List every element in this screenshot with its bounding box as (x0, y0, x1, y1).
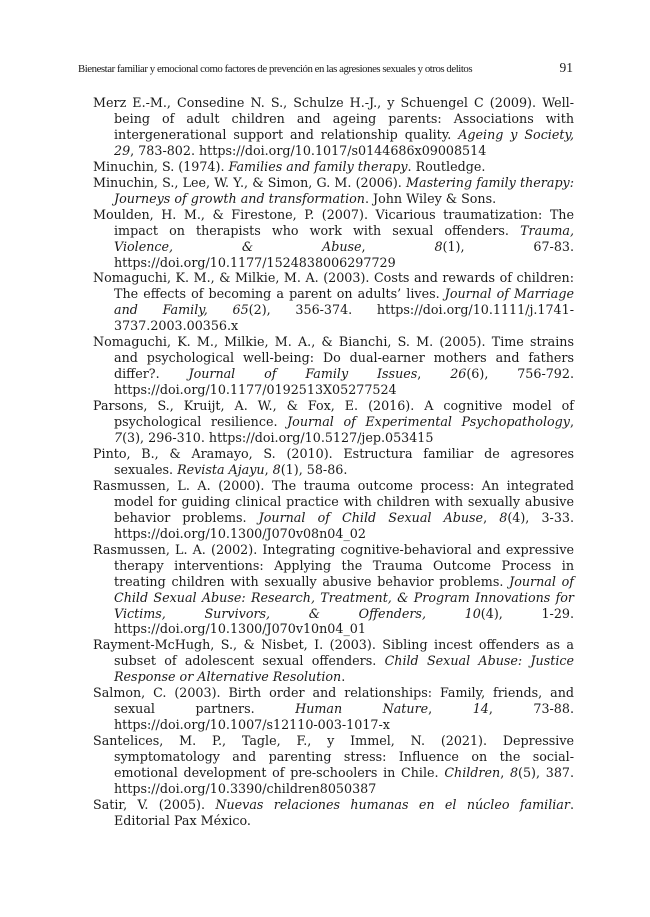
reference-italic-text: Journal of Child Sexual Abuse: Research, Treatment, & Program Innovations for Victims, Survivors, & Offenders, 10 (114, 573, 575, 621)
reference-entry (93, 95, 574, 159)
reference-entry (93, 175, 574, 207)
reference-italic-text: 26 (450, 366, 467, 382)
reference-text: . (341, 669, 346, 685)
reference-italic-text: 14 (472, 701, 489, 717)
reference-text: (1), 58-86. (280, 461, 348, 477)
reference-entry (93, 207, 574, 271)
reference-text: Nomaguchi, K. M., Milkie, M. A., & Bianchi, S. M. (2005). Time strains and psychological well-being: Do dual-earner mothers and fathers differ?. (93, 334, 574, 382)
reference-text: Pinto, B., & Aramayo, S. (2010). Estructura familiar de agresores sexuales. (93, 445, 574, 477)
reference-text: Merz E.-M., Consedine N. S., Schulze H.-J., y Schuengel C (2009). Well-being of adult children and ageing parents: Associations with intergenerational support and relationship quality. (93, 95, 574, 142)
reference-text: , (428, 701, 473, 717)
reference-text: , (361, 238, 435, 254)
reference-text: Nomaguchi, K. M., & Milkie, M. A. (2003). Costs and rewards of children: The effects of becoming a parent on adults’ lives. (93, 270, 574, 302)
reference-text: (1), 67-83. https://doi.org/10.1177/1524838006297729 (114, 238, 574, 270)
reference-italic-text: Trauma, Violence, & Abuse (114, 222, 574, 254)
reference-text: (3), 296-310. https://doi.org/10.5127/jep.053415 (122, 430, 434, 446)
reference-italic-text: Mastering family therapy: Journeys of growth and transformation (114, 174, 575, 206)
reference-text: (4), 3-33. https://doi.org/10.1300/J070v08n04_02 (114, 509, 574, 541)
reference-italic-text: Human Nature (295, 701, 429, 717)
reference-italic-text: 8 (499, 509, 508, 525)
reference-list (93, 95, 574, 829)
reference-entry (93, 478, 574, 542)
reference-italic-text: 8 (434, 238, 443, 254)
reference-text: , (569, 414, 574, 430)
reference-italic-text: Children (444, 765, 501, 781)
reference-italic-text: Ageing y Society, 29 (114, 126, 574, 158)
reference-entry (93, 270, 574, 334)
reference-italic-text: Nuevas relaciones humanas en el núcleo familiar (215, 796, 570, 812)
reference-text: Minuchin, S. (1974). (93, 158, 229, 174)
reference-text: , (483, 509, 500, 525)
reference-entry (93, 542, 574, 638)
reference-text: Minuchin, S., Lee, W. Y., & Simon, G. M. (2006). (93, 174, 407, 190)
reference-italic-text: Child Sexual Abuse: Justice Response or Alternative Resolution (114, 653, 575, 685)
reference-italic-text: 8 (509, 765, 519, 781)
reference-italic-text: Journal of Marriage and Family, 65 (114, 286, 574, 318)
reference-italic-text: Journal of Experimental Psychopathology (287, 414, 570, 430)
reference-italic-text: Revista Ajayu (177, 461, 265, 477)
running-title: Bienestar familiar y emocional como factores de prevención en las agresiones sexuales y otros delitos (78, 63, 473, 75)
reference-entry (93, 733, 574, 797)
reference-text: Rasmussen, L. A. (2002). Integrating cognitive-behavioral and expressive therapy interventions: Applying the Trauma Outcome Process in treating children with sexually abusive behavior problems. (93, 541, 574, 589)
reference-text: Rayment-McHugh, S., & Nisbet, I. (2003). Sibling incest offenders as a subset of adolescent sexual offenders. (93, 637, 574, 669)
reference-text: (6), 756-792. https://doi.org/10.1177/0192513X05277524 (114, 366, 574, 398)
page-number: 91 (559, 60, 573, 75)
reference-italic-text: 7 (114, 430, 123, 446)
reference-text: (2), 356-374. https://doi.org/10.1111/j.1741-3737.2003.00356.x (114, 302, 574, 334)
reference-text: , (500, 765, 510, 781)
reference-italic-text: Families and family therapy (228, 158, 408, 174)
reference-text: (4), 1-29. https://doi.org/10.1300/J070v10n04_01 (114, 605, 574, 637)
reference-text: Salmon, C. (2003). Birth order and relationships: Family, friends, and sexual partners. (93, 685, 574, 717)
reference-text: , 73-88. https://doi.org/10.1007/s12110-003-1017-x (114, 701, 574, 733)
reference-entry (93, 685, 574, 733)
reference-italic-text: 8 (272, 461, 281, 477)
reference-text: Santelices, M. P., Tagle, F., y Immel, N. (2021). Depressive symptomatology and parenting stress: Influence on the social-emotional development of pre-schoolers in Chile. (93, 733, 574, 781)
reference-text: Parsons, S., Kruijt, A. W., & Fox, E. (2016). A cognitive model of psychological resilience. (93, 398, 574, 430)
reference-text: , (264, 461, 273, 477)
reference-entry (93, 398, 574, 446)
reference-entry (93, 446, 574, 478)
running-header (78, 60, 573, 76)
reference-entry (93, 797, 574, 829)
reference-text: Rasmussen, L. A. (2000). The trauma outcome process: An integrated model for guiding clinical practice with children with sexually abusive behavior problems. (93, 477, 574, 525)
reference-italic-text: Journal of Child Sexual Abuse (258, 509, 484, 525)
reference-text: Moulden, H. M., & Firestone, P. (2007). Vicarious traumatization: The impact on therapists who work with sexual offenders. (93, 206, 574, 238)
reference-entry (93, 637, 574, 685)
reference-text: . Routledge. (407, 158, 486, 174)
reference-text: . Editorial Pax México. (114, 796, 574, 828)
reference-text: , (417, 366, 451, 382)
reference-text: Satir, V. (2005). (93, 796, 216, 812)
reference-entry (93, 334, 574, 398)
reference-text: . John Wiley & Sons. (364, 190, 497, 206)
reference-text: , 783-802. https://doi.org/10.1017/s0144686x09008514 (130, 142, 487, 158)
reference-text: (5), 387. https://doi.org/10.3390/children8050387 (114, 765, 575, 796)
reference-italic-text: Journal of Family Issues (188, 366, 418, 382)
reference-entry (93, 159, 574, 175)
